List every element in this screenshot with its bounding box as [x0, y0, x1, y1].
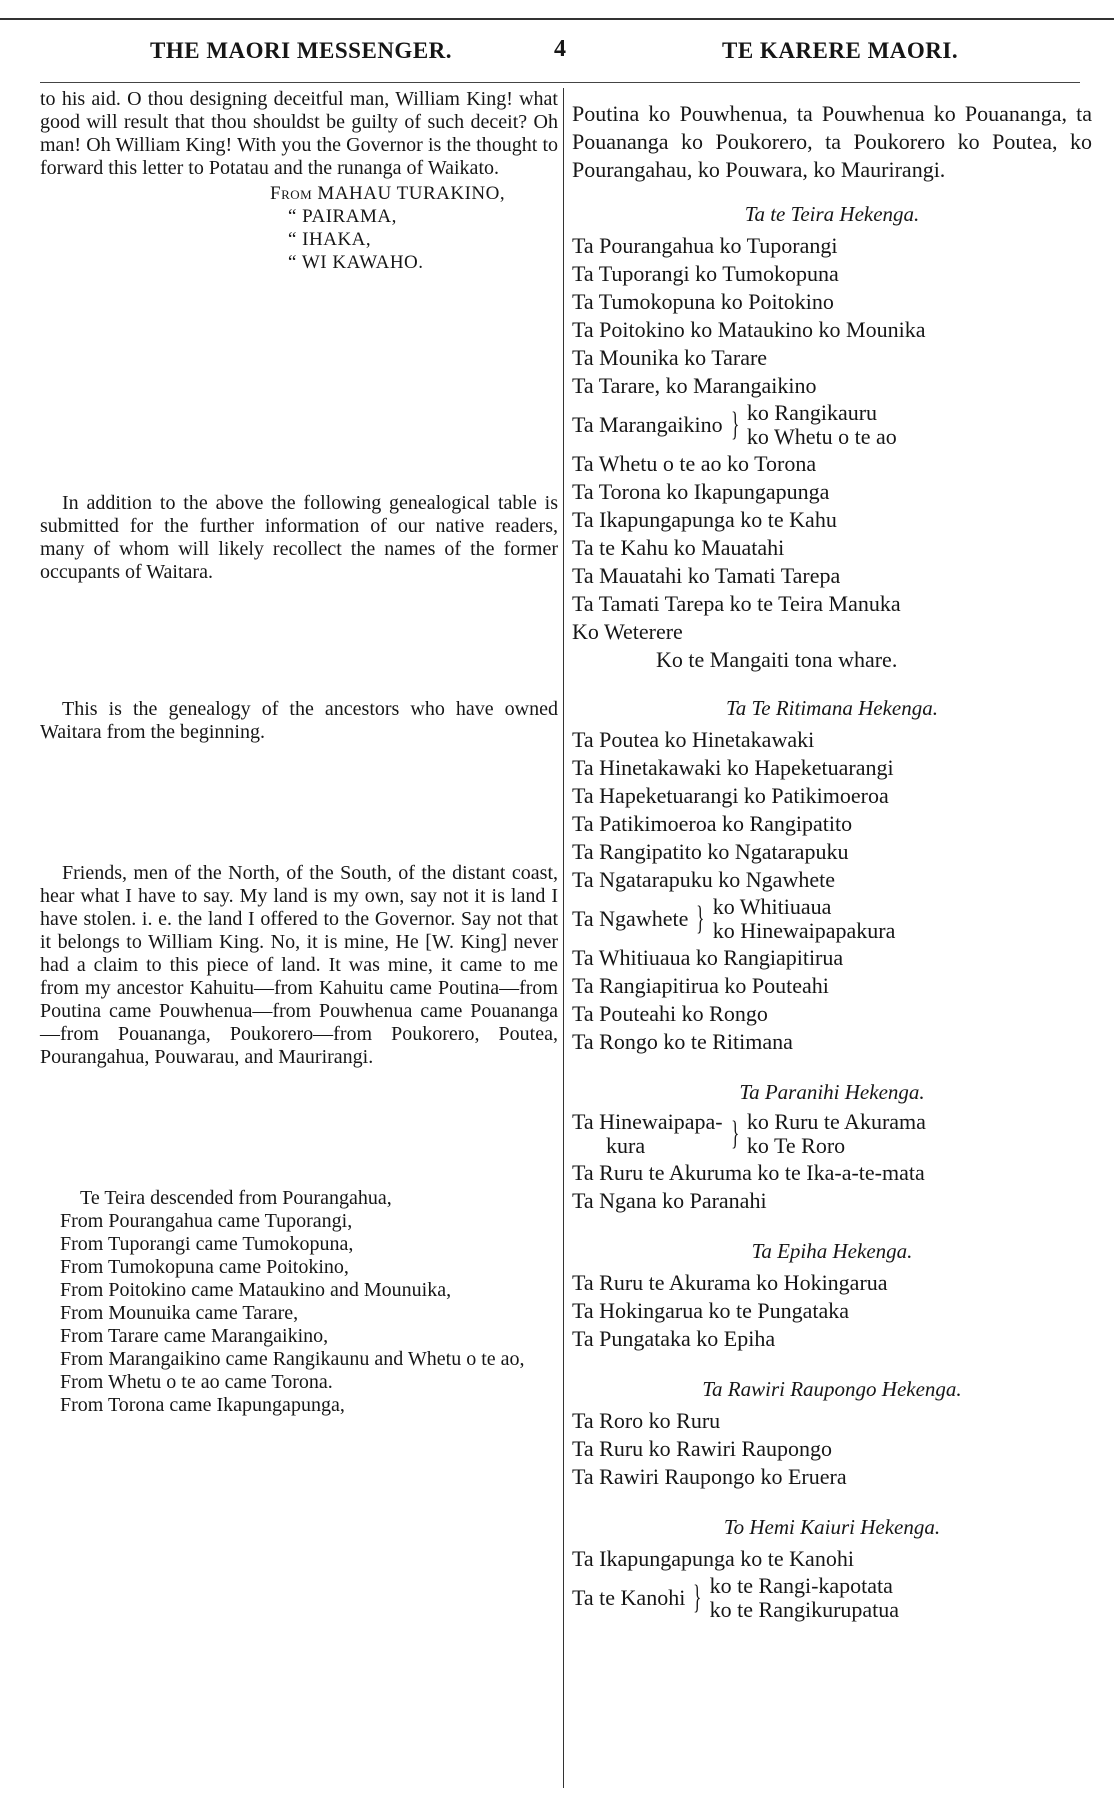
genealogy-line: Ta Whetu o te ao ko Torona: [572, 451, 817, 476]
genealogy-branch: [572, 401, 1092, 449]
descent-line: From Marangaikino came Rangikaunu and Whetu o te ao,: [60, 1348, 525, 1370]
genealogy-line: Ta te Kahu ko Mauatahi: [572, 535, 785, 560]
genealogy-branch: [572, 895, 1092, 943]
genealogy-line: Ta Ikapungapunga ko te Kanohi: [572, 1546, 854, 1571]
genealogy-line: Ta Hokingarua ko te Pungataka: [572, 1298, 850, 1323]
branch-lead: Ta Marangaikino: [572, 412, 723, 437]
branch-child: ko te Rangi-kapotata: [709, 1573, 893, 1598]
branch-lead: Ta te Kanohi: [572, 1585, 686, 1610]
genealogy-line: Ta Mauatahi ko Tamati Tarepa: [572, 563, 841, 588]
section-title-rawiri: Ta Rawiri Raupongo Hekenga.: [702, 1377, 962, 1401]
genealogy-branch: [572, 1110, 1092, 1158]
branch-children: [747, 401, 897, 449]
genealogy-line: Ta Ngatarapuku ko Ngawhete: [572, 867, 835, 892]
brace-glyph: }: [696, 900, 705, 937]
genealogy-line: Ta Roro ko Ruru: [572, 1408, 721, 1433]
signature-line: “ IHAKA,: [288, 229, 372, 250]
branch-child: ko te Rangikurupatua: [709, 1597, 900, 1622]
genealogy-line: Ta Pouteahi ko Rongo: [572, 1001, 768, 1026]
genealogy-line: Ta Hapeketuarangi ko Patikimoeroa: [572, 783, 889, 808]
branch-children: [747, 1110, 926, 1158]
descent-line: From Torona came Ikapungapunga,: [60, 1394, 345, 1416]
genealogy-line: Ta Whitiuaua ko Rangiapitirua: [572, 945, 844, 970]
branch-child: ko Ruru te Akurama: [746, 1109, 926, 1134]
signature-line: From MAHAU TURAKINO,: [270, 183, 506, 204]
descent-line: From Mounuika came Tarare,: [60, 1302, 299, 1324]
section-title-teira: Ta te Teira Hekenga.: [744, 202, 920, 226]
page-number: 4: [554, 36, 566, 62]
maori-intro-paragraph: Poutina ko Pouwhenua, ta Pouwhenua ko Pouananga, ta Pouananga ko Poukorero, ta Poukorero ko Poutea, ko Pourangahau, ko Pouwara, ko Maurirangi.: [572, 101, 1092, 182]
friends-paragraph: Friends, men of the North, of the South, of the distant coast, hear what I have to say. My land is my own, say not it is land I have stolen. i. e. the land I offered to the Governor. Say not that it belongs to William King. No, it is mine, He [W. King] never had a claim to this piece of land. It was mine, it came to me from my ancestor Kahuitu—from Kahuitu came Poutina—from Poutina came Pouwhenua—from Pouwhenua came Pouananga—from Pouananga, Poukorero—from Poukorero, Poutea, Pourangahua, Pouwarau, and Maurirangi.: [40, 862, 558, 1068]
branch-children: [710, 1574, 899, 1622]
genealogy-line: Ta Hinetakawaki ko Hapeketuarangi: [572, 755, 894, 780]
branch-lead-line: kura: [606, 1133, 646, 1158]
genealogy-line: Ta Rongo ko te Ritimana: [572, 1029, 793, 1054]
branch-lead: [572, 1110, 723, 1158]
genealogy-line: Ta Pourangahua ko Tuporangi: [572, 233, 838, 258]
genealogy-line: Ta Poitokino ko Mataukino ko Mounika: [572, 317, 926, 342]
branch-lead-line: Ta Hinewaipapa-: [572, 1109, 723, 1134]
genealogy-line: Ta Tumokopuna ko Poitokino: [572, 289, 834, 314]
descent-line: From Tumokopuna came Poitokino,: [60, 1256, 349, 1278]
genealogy-line: Ta Ruru te Akurama ko Hokingarua: [572, 1270, 888, 1295]
branch-child: ko Rangikauru: [746, 400, 878, 425]
descent-line: From Pourangahua came Tuporangi,: [60, 1210, 353, 1232]
column-divider: [563, 88, 564, 1788]
signature-line: “ PAIRAMA,: [288, 206, 397, 227]
header-rule: [40, 82, 1080, 83]
genealogy-line: Ta Rangiapitirua ko Pouteahi: [572, 973, 829, 998]
branch-child: ko Whitiuaua: [712, 894, 832, 919]
page-header: [0, 18, 1114, 70]
header-title-maori: TE KARERE MAORI.: [722, 38, 959, 63]
genealogy-line: Ta Tamati Tarepa ko te Teira Manuka: [572, 591, 901, 616]
genealogy-line: Ta Tuporangi ko Tumokopuna: [572, 261, 839, 286]
signature-line: “ WI KAWAHO.: [288, 252, 424, 273]
section-title-paranihi: Ta Paranihi Hekenga.: [739, 1080, 925, 1104]
genealogy-line: Ta Ruru te Akuruma ko te Ika-a-te-mata: [572, 1160, 925, 1185]
genealogy-line: Ta Pungataka ko Epiha: [572, 1326, 776, 1351]
genealogy-line: Ta Poutea ko Hinetakawaki: [572, 727, 815, 752]
genealogy-line: Ta Mounika ko Tarare: [572, 345, 768, 370]
genealogy-statement: This is the genealogy of the ancestors who have owned Waitara from the beginning.: [40, 698, 558, 743]
maori-column: [572, 100, 1092, 1623]
genealogy-line: Ta Ikapungapunga ko te Kahu: [572, 507, 837, 532]
section-title-ritimana: Ta Te Ritimana Hekenga.: [726, 696, 938, 720]
branch-child: ko Te Roro: [746, 1133, 846, 1158]
branch-children: [713, 895, 896, 943]
genealogy-line: Ta Ruru ko Rawiri Raupongo: [572, 1436, 832, 1461]
branch-child: ko Hinewaipapakura: [712, 918, 896, 943]
descent-line: From Poitokino came Mataukino and Mounuika,: [60, 1279, 452, 1301]
english-column: [40, 88, 558, 1417]
genealogy-line: Ko Weterere: [572, 619, 683, 644]
branch-lead: Ta Ngawhete: [572, 906, 689, 931]
genealogy-line: Ta Patikimoeroa ko Rangipatito: [572, 811, 853, 836]
descent-line: From Tarare came Marangaikino,: [60, 1325, 329, 1347]
letter-paragraph: to his aid. O thou designing deceitful man, William King! what good will result that thou shouldst be guilty of such deceit? Oh man! Oh William King! With you the Governor is the thought to forward this letter to Potatau and the runanga of Waikato.: [40, 88, 558, 179]
branch-child: ko Whetu o te ao: [746, 424, 897, 449]
descent-line: From Whetu o te ao came Torona.: [60, 1371, 333, 1393]
descent-line: From Tuporangi came Tumokopuna,: [60, 1233, 354, 1255]
genealogy-line: Ta Rawiri Raupongo ko Eruera: [572, 1464, 847, 1489]
brace-glyph: }: [730, 406, 739, 443]
genealogy-line: Ta Torona ko Ikapungapunga: [572, 479, 830, 504]
genealogy-line: Ta Tarare, ko Marangaikino: [572, 373, 817, 398]
header-title-english: THE MAORI MESSENGER.: [150, 38, 453, 63]
section-title-epiha: Ta Epiha Hekenga.: [751, 1239, 913, 1263]
genealogy-intro-paragraph: In addition to the above the following genealogical table is submitted for the further information of our native readers, many of whom will likely recollect the names of the former occupants of Waitara.: [40, 492, 558, 583]
house-name-line: Ko te Mangaiti tona whare.: [656, 647, 898, 672]
signatures: [40, 182, 558, 274]
genealogy-branch: [572, 1574, 1092, 1622]
genealogy-line: Ta Rangipatito ko Ngatarapuku: [572, 839, 849, 864]
section-title-hemi: To Hemi Kaiuri Hekenga.: [723, 1515, 941, 1539]
brace-glyph: }: [730, 1115, 739, 1152]
descent-list: [40, 1187, 558, 1417]
descent-line: Te Teira descended from Pourangahua,: [80, 1187, 392, 1209]
brace-glyph: }: [693, 1579, 702, 1616]
genealogy-line: Ta Ngana ko Paranahi: [572, 1188, 767, 1213]
